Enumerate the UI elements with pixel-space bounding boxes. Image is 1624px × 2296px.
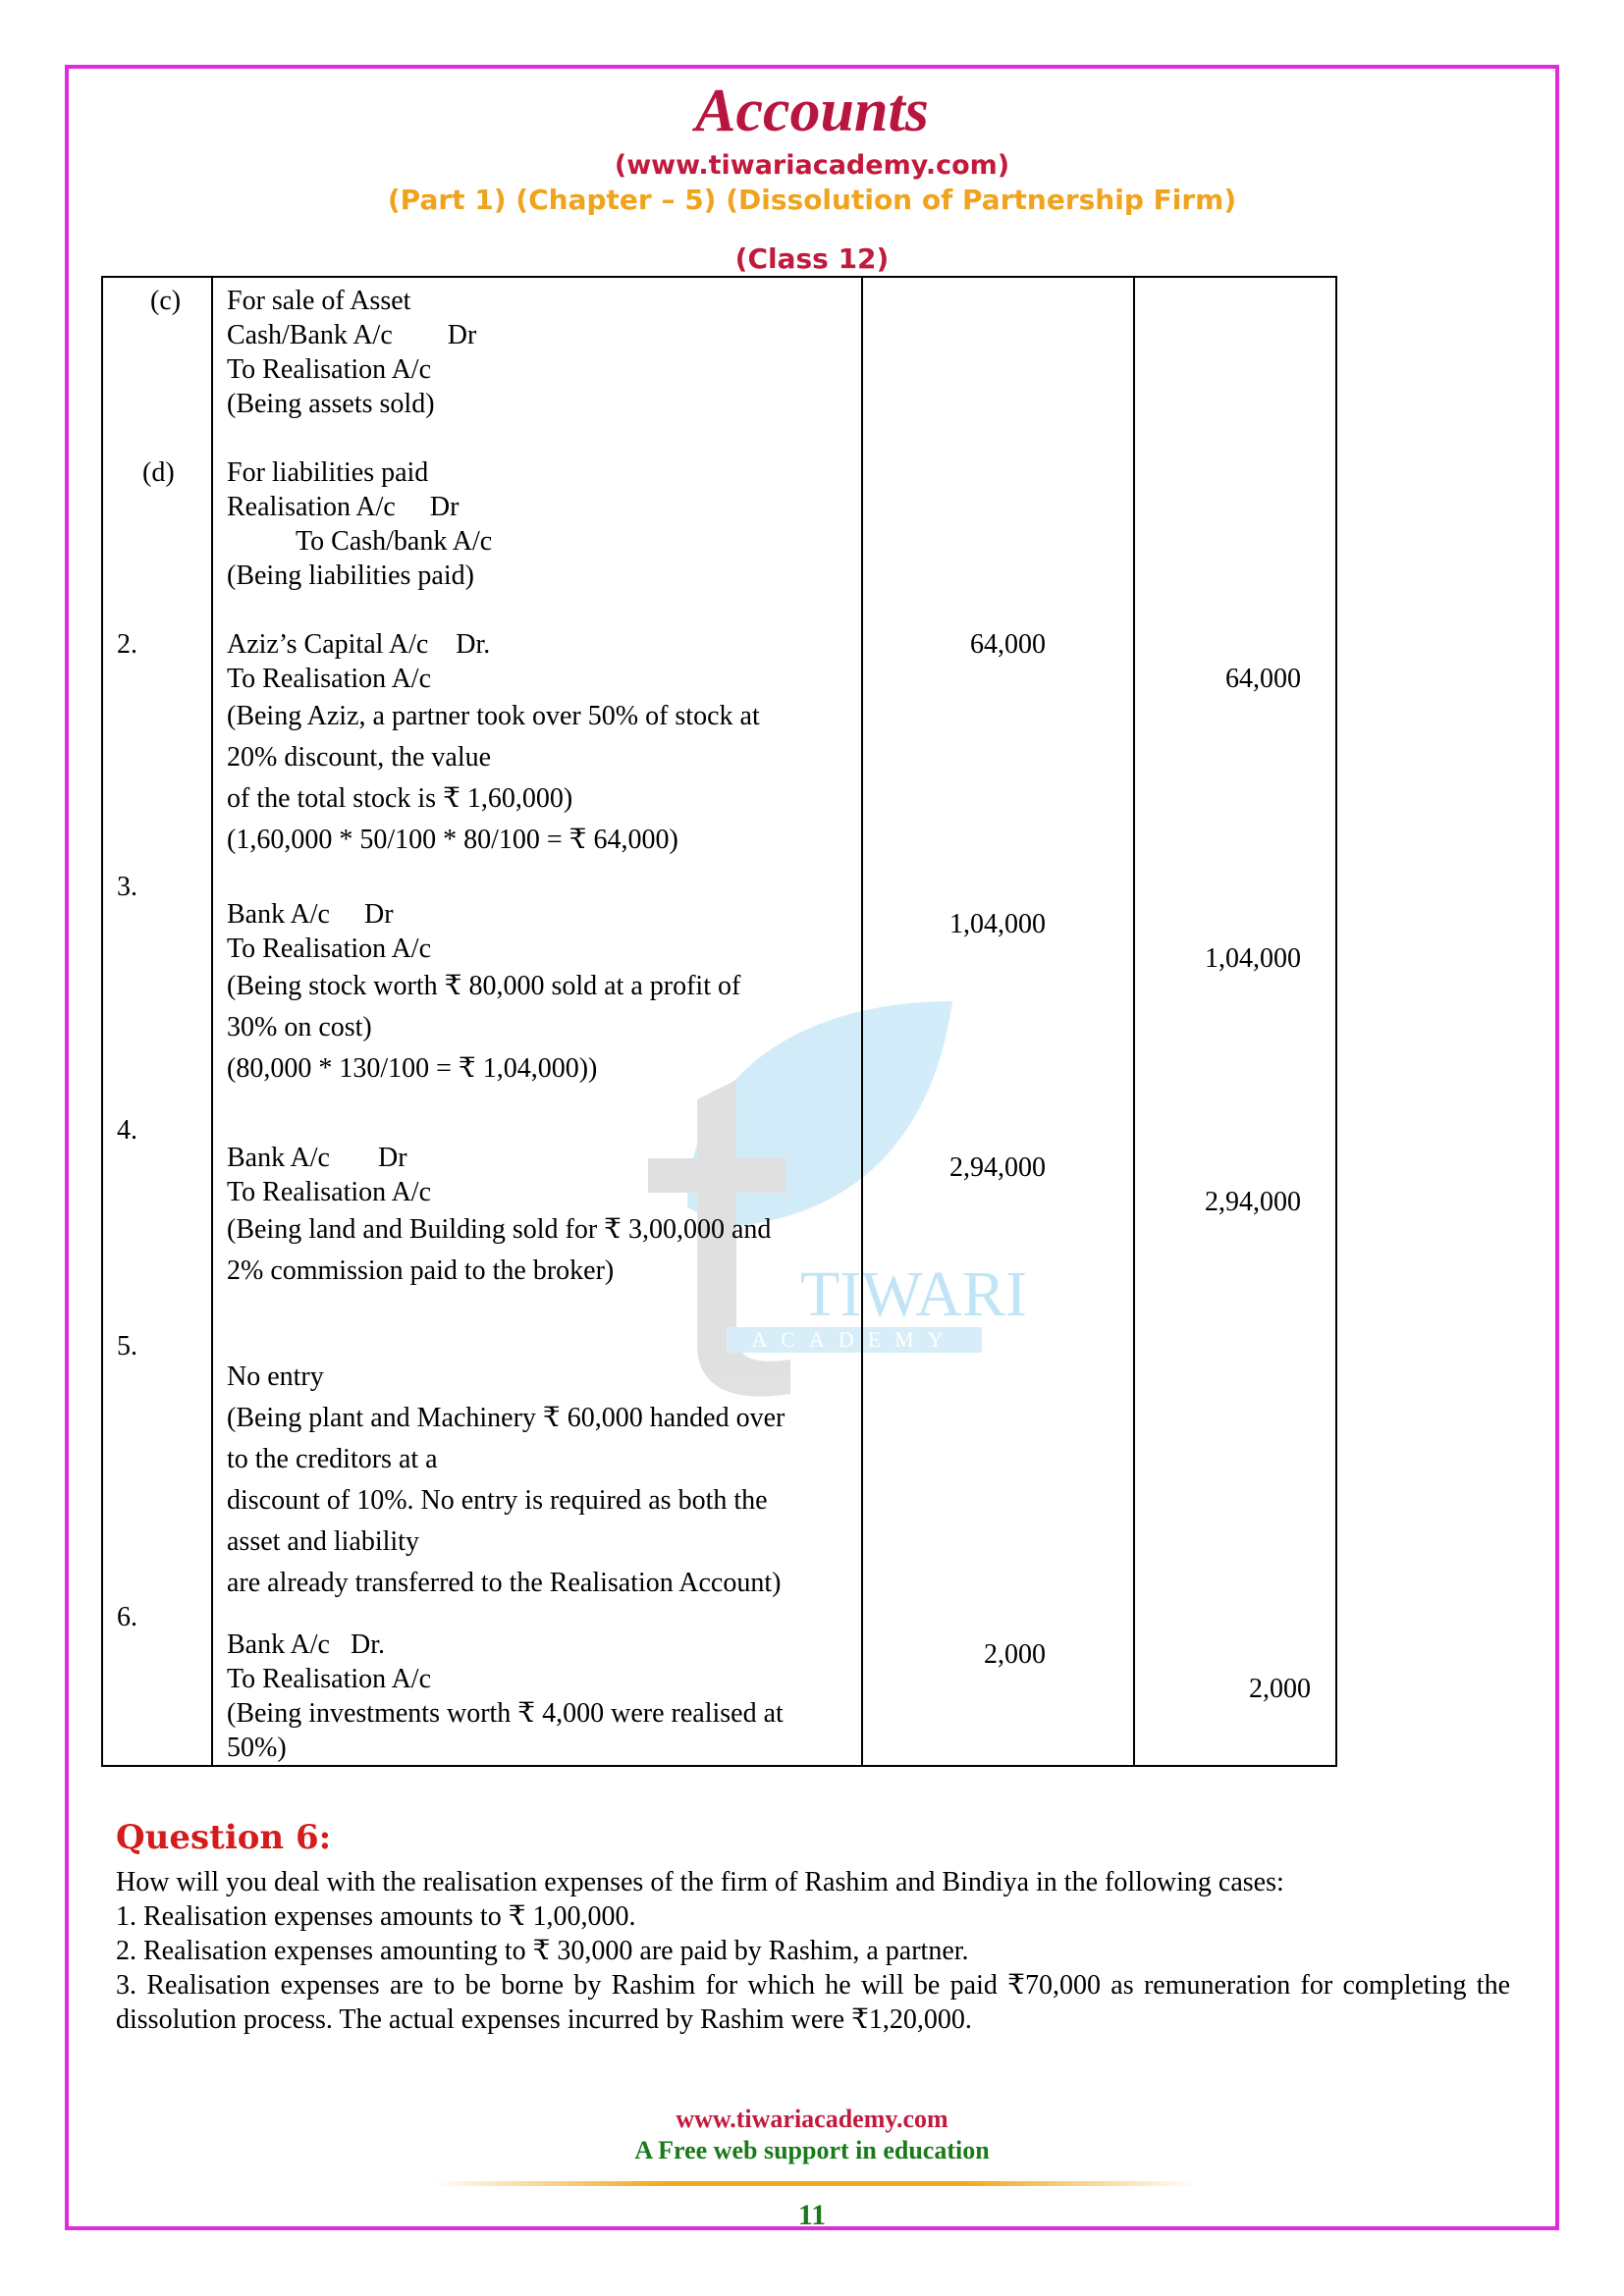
question-body: [116, 1865, 1510, 2037]
credit-amount: 1,04,000: [1205, 943, 1301, 974]
particulars-line: To Cash/bank A/c: [296, 526, 493, 557]
credit-amount: 64,000: [1225, 664, 1301, 694]
entry-particulars: [227, 455, 845, 593]
question-item: 1. Realisation expenses amounts to ₹ 1,00,000.: [116, 1901, 636, 1932]
footer-tagline: A Free web support in education: [634, 2136, 990, 2164]
column-divider-particulars: [861, 278, 863, 1765]
particulars-line: To Realisation A/c: [227, 934, 432, 964]
class-label: (Class 12): [734, 242, 890, 275]
particulars-line: (Being plant and Machinery ₹ 60,000 handed over: [227, 1403, 785, 1433]
column-divider-number: [211, 278, 213, 1765]
entry-number: 3.: [117, 872, 137, 902]
particulars-line: To Realisation A/c: [227, 1664, 432, 1694]
particulars-line: To Realisation A/c: [227, 354, 432, 385]
entry-particulars: [227, 1141, 845, 1292]
debit-amount: 64,000: [970, 629, 1046, 660]
credit-amount: 2,000: [1249, 1674, 1311, 1704]
particulars-line: of the total stock is ₹ 1,60,000): [227, 783, 573, 814]
question-item: 3. Realisation expenses are to be borne by Rashim for which he will be paid ₹70,000 as remuneration for completing the dissolution process. The actual expenses incurred by Rashim were ₹1,20,000.: [116, 1970, 1510, 2035]
question-item: 2. Realisation expenses amounting to ₹ 30,000 are paid by Rashim, a partner.: [116, 1936, 969, 1966]
particulars-line: are already transferred to the Realisation Account): [227, 1568, 782, 1598]
particulars-line: (80,000 * 130/100 = ₹ 1,04,000)): [227, 1053, 598, 1084]
particulars-line: (1,60,000 * 50/100 * 80/100 = ₹ 64,000): [227, 825, 678, 855]
particulars-line: (Being Aziz, a partner took over 50% of stock at: [227, 701, 760, 731]
journal-entries-table: [101, 276, 1337, 1767]
entry-particulars: [227, 897, 845, 1090]
page-title: Accounts: [695, 78, 929, 144]
watermark-sub: ACADEMY: [751, 1327, 957, 1352]
entry-particulars: [227, 1628, 845, 1765]
entry-particulars: [227, 284, 845, 421]
particulars-line: (Being stock worth ₹ 80,000 sold at a profit of: [227, 971, 741, 1001]
particulars-line: 50%): [227, 1733, 287, 1763]
particulars-line: 30% on cost): [227, 1012, 372, 1042]
entry-particulars: [227, 1357, 845, 1604]
entry-number: 4.: [117, 1115, 137, 1146]
particulars-line: 2% commission paid to the broker): [227, 1255, 615, 1286]
entry-number: 5.: [117, 1331, 137, 1362]
particulars-line: (Being assets sold): [227, 389, 435, 419]
particulars-line: asset and liability: [227, 1526, 419, 1557]
particulars-line: (Being land and Building sold for ₹ 3,00,000 and: [227, 1214, 772, 1245]
particulars-line: For sale of Asset: [227, 286, 411, 316]
particulars-line: discount of 10%. No entry is required as both the: [227, 1485, 768, 1516]
particulars-line: To Realisation A/c: [227, 1177, 432, 1207]
entry-number: 2.: [117, 629, 137, 660]
particulars-line: Bank A/c Dr: [227, 899, 394, 930]
particulars-line: (Being investments worth ₹ 4,000 were realised at: [227, 1698, 784, 1729]
watermark-letters: TIWARI: [800, 1258, 1027, 1330]
particulars-line: Bank A/c Dr.: [227, 1629, 385, 1660]
chapter-subtitle: (Part 1) (Chapter – 5) (Dissolution of Partnership Firm): [387, 184, 1237, 216]
header-website[interactable]: (www.tiwariacademy.com): [614, 150, 1010, 181]
entry-particulars: [227, 627, 845, 861]
question-intro: How will you deal with the realisation expenses of the firm of Rashim and Bindiya in the following cases:: [116, 1867, 1284, 1897]
particulars-line: Cash/Bank A/c Dr: [227, 320, 477, 350]
entry-number: (c): [150, 286, 182, 316]
debit-amount: 1,04,000: [949, 909, 1046, 939]
particulars-line: Realisation A/c Dr: [227, 492, 460, 522]
particulars-line: For liabilities paid: [227, 457, 429, 488]
column-divider-debit: [1133, 278, 1135, 1765]
particulars-line: to the creditors at a: [227, 1444, 438, 1474]
entry-number: 6.: [117, 1602, 137, 1632]
entry-number: (d): [142, 457, 175, 488]
particulars-line: Bank A/c Dr: [227, 1143, 407, 1173]
footer-divider: [432, 2181, 1198, 2186]
particulars-line: (Being liabilities paid): [227, 561, 474, 591]
debit-amount: 2,000: [984, 1639, 1046, 1670]
particulars-line: No entry: [227, 1362, 324, 1392]
particulars-line: To Realisation A/c: [227, 664, 432, 694]
debit-amount: 2,94,000: [949, 1152, 1046, 1183]
footer-website-link[interactable]: www.tiwariacademy.com: [676, 2105, 948, 2133]
credit-amount: 2,94,000: [1205, 1187, 1301, 1217]
particulars-line: 20% discount, the value: [227, 742, 492, 773]
page-number: 11: [797, 2199, 827, 2231]
particulars-line: Aziz’s Capital A/c Dr.: [227, 629, 491, 660]
question-title: Question 6:: [116, 1818, 332, 1857]
